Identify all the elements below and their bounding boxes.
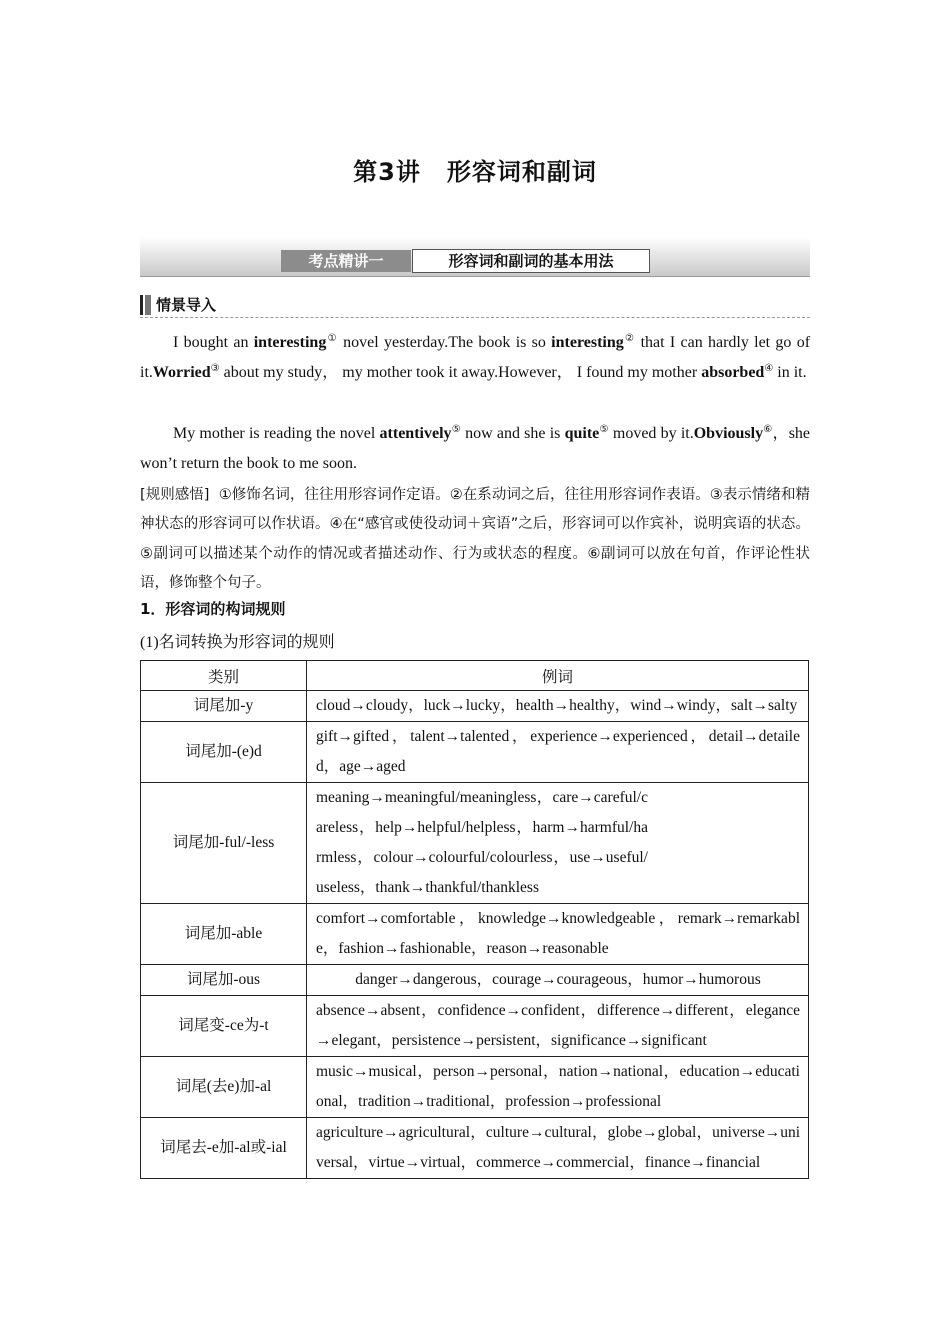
table-row	[141, 996, 809, 1057]
category-cell: 词尾加-(e)d	[141, 722, 307, 783]
examples-cell: comfort→comfortable，knowledge→knowledgeable，remark→remarkable，fashion→fashionable，reason→reasonable	[307, 904, 809, 965]
table-row	[141, 783, 809, 904]
rule-label: [规则感悟]	[140, 487, 210, 503]
category-cell: 词尾加-y	[141, 691, 307, 722]
examples-cell: agriculture→agricultural，culture→cultural，globe→global，universe→universal，virtue→virtual，commerce→commercial，finance→financial	[307, 1118, 809, 1179]
section-title: 情景导入	[156, 296, 217, 314]
section-divider	[140, 317, 810, 318]
table-row	[141, 904, 809, 965]
examples-cell: meaning→meaningful/meaningless，care→careful/careless，help→helpful/helpless，harm→harmful/harmless，colour→colourful/colourless，use→useful/useless，thank→thankful/thankless	[307, 783, 809, 904]
table-header-row	[141, 661, 809, 691]
rule-text: ①修饰名词，往往用形容词作定语。②在系动词之后，往往用形容词作表语。③表示情绪和精神状态的形容词可以作状语。④在“感官或使役动词＋宾语”之后，形容词可以作宾补，说明宾语的状态。⑤副词可以描述某个动作的情况或者描述动作、行为或状态的程度。⑥副词可以放在句首，作评论性状语，修饰整个句子。	[140, 487, 810, 591]
category-cell: 词尾加-ful/-less	[141, 783, 307, 904]
heading-adjective-rules: 1．形容词的构词规则	[140, 600, 286, 618]
section-marker-icon	[140, 295, 143, 315]
category-cell: 词尾加-able	[141, 904, 307, 965]
table-row	[141, 691, 809, 722]
rule-summary	[140, 481, 810, 598]
column-header: 类别	[141, 661, 307, 691]
word-formation-table	[140, 660, 809, 1179]
subheading-noun-to-adjective: (1)名词转换为形容词的规则	[140, 634, 335, 651]
band-divider	[140, 276, 810, 277]
band-tab-label: 考点精讲一	[281, 250, 411, 272]
examples-cell: danger→dangerous，courage→courageous，humor→humorous	[307, 965, 809, 996]
band-tab-title: 形容词和副词的基本用法	[412, 249, 650, 273]
section-marker-icon-shade	[145, 295, 151, 315]
category-cell: 词尾(去e)加-al	[141, 1057, 307, 1118]
examples-cell: cloud→cloudy，luck→lucky，health→healthy，wind→windy，salt→salty	[307, 691, 809, 722]
column-header: 例词	[307, 661, 809, 691]
examples-cell: music→musical，person→personal，nation→national，education→educational，tradition→traditional，profession→professional	[307, 1057, 809, 1118]
category-cell: 词尾变-ce为-t	[141, 996, 307, 1057]
examples-cell: absence→absent，confidence→confident，difference→different，elegance→elegant，persistence→persistent，significance→significant	[307, 996, 809, 1057]
lecture-number: 第3讲	[353, 158, 421, 186]
category-cell: 词尾加-ous	[141, 965, 307, 996]
table-row	[141, 1118, 809, 1179]
lecture-topic: 形容词和副词	[446, 158, 597, 186]
intro-paragraph-2: My mother is reading the novel attentively⑤ now and she is quite⑤ moved by it.Obviously⑥，she won’t return the book to me soon.	[140, 424, 811, 472]
table-row	[141, 722, 809, 783]
table-row	[141, 965, 809, 996]
table-row	[141, 1057, 809, 1118]
intro-paragraph-1: I bought an interesting① novel yesterday.The book is so interesting② that I can hardly let go of it.Worried③ about my study， my mother took it away.However， I found my mother absorbed④ in it.	[140, 333, 811, 381]
page-title	[0, 152, 950, 187]
examples-cell: gift→gifted，talent→talented，experience→experienced，detail→detailed，age→aged	[307, 722, 809, 783]
category-cell: 词尾去-e加-al或-ial	[141, 1118, 307, 1179]
